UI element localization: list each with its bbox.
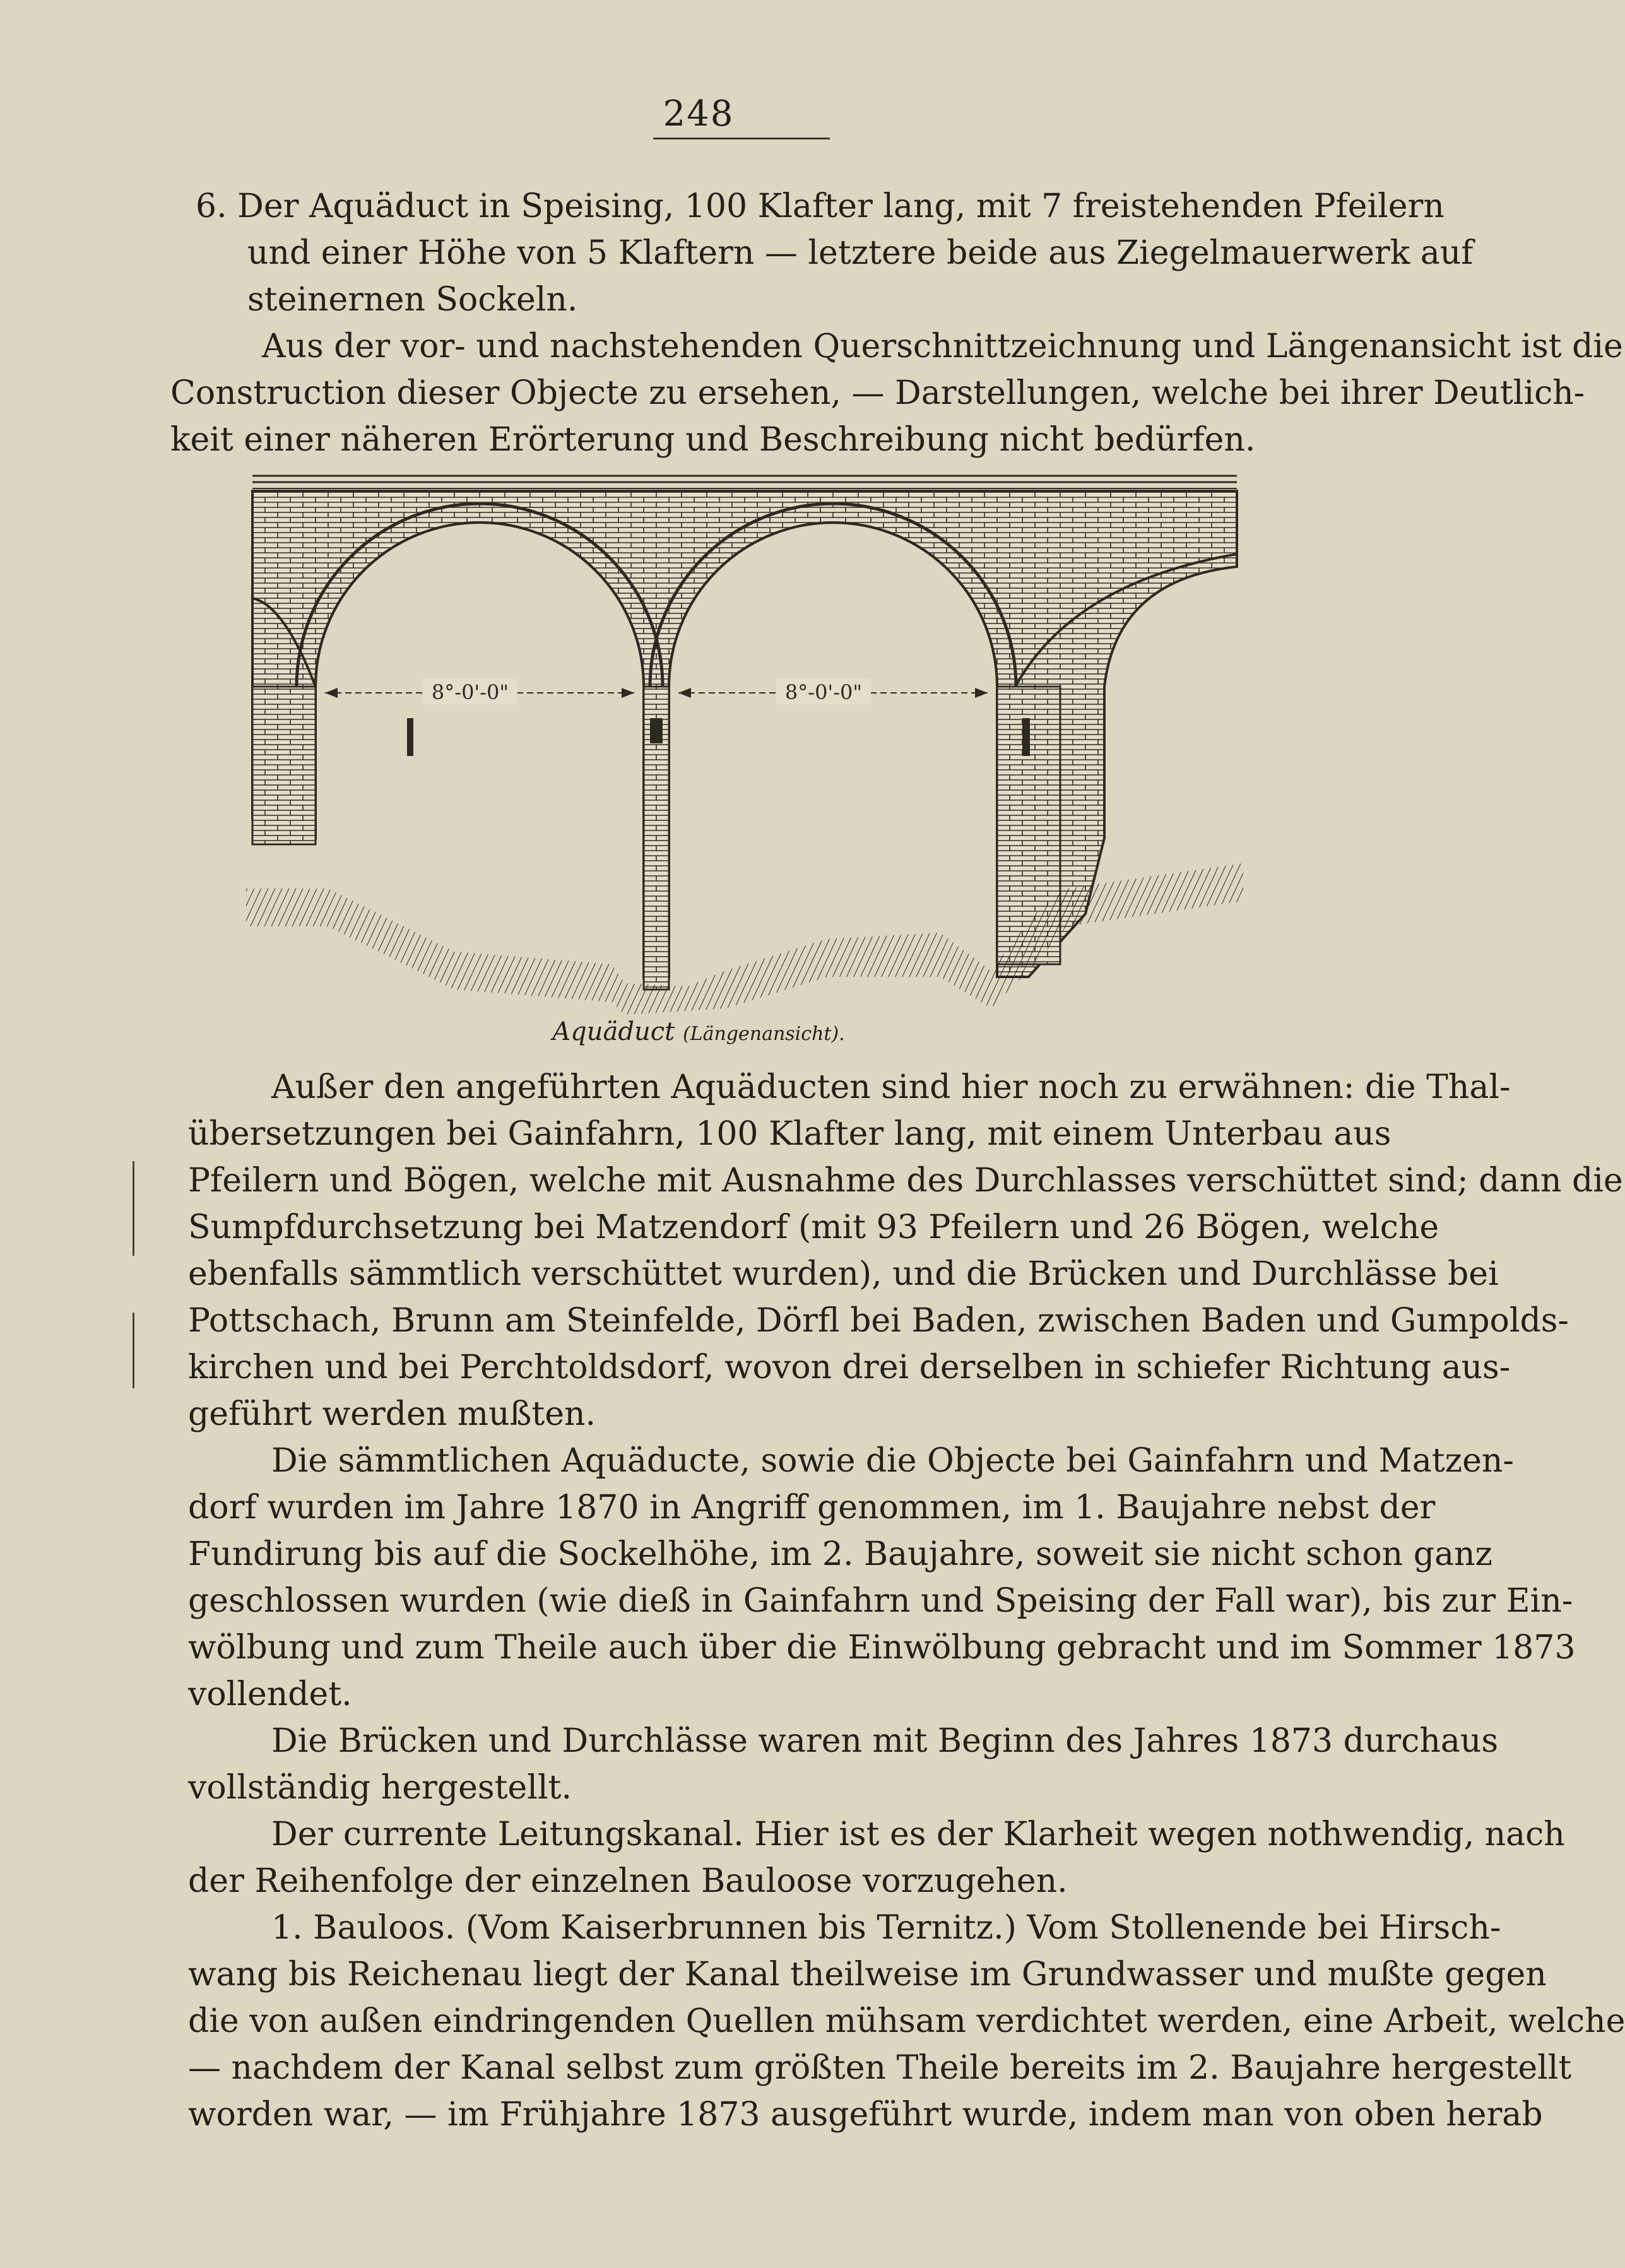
text-line: und einer Höhe von 5 Klaftern — letztere beide aus Ziegelmauerwerk auf [247,234,1474,272]
text-line: geführt werden mußten. [188,1395,596,1433]
text-line: der Reihenfolge der einzelnen Bauloose vorzugehen. [188,1862,1068,1900]
text-line: wölbung und zum Theile auch über die Einwölbung gebracht und im Sommer 1873 [188,1629,1576,1667]
text-line: wang bis Reichenau liegt der Kanal theilweise im Grundwasser und mußte gegen [188,1956,1547,1993]
text-line: die von außen eindringenden Quellen mühsam verdichtet werden, eine Arbeit, welche [188,2002,1625,2040]
margin-mark [133,1161,134,1256]
text-line: Der Aquäduct in Speising, 100 Klafter lang, mit 7 freistehenden Pfeilern [237,187,1445,225]
text-line: Der currente Leitungskanal. Hier ist es der Klarheit wegen nothwendig, nach [271,1816,1565,1853]
text-line: Außer den angeführten Aquäducten sind hier noch zu erwähnen: die Thal- [271,1068,1511,1106]
pier-joint [650,718,663,743]
text-line: — nachdem der Kanal selbst zum größten Theile bereits im 2. Baujahre hergestellt [188,2049,1572,2087]
dimension-label-right: 8°-0'-0" [784,680,863,704]
margin-mark [133,1313,134,1388]
caption-main: Aquäduct [552,1017,675,1046]
text-line: steinernen Sockeln. [247,281,578,319]
coping-lines [252,476,1237,488]
caption-sub: (Längenansicht). [682,1023,845,1045]
text-line: übersetzungen bei Gainfahrn, 100 Klafter lang, mit einem Unterbau aus [188,1115,1392,1153]
aqueduct-elevation-drawing [246,472,1243,1015]
ground-hatching [246,863,1243,1015]
dimension-left [325,679,634,704]
text-line: kirchen und bei Perchtoldsdorf, wovon drei derselben in schiefer Richtung aus- [188,1349,1511,1386]
paragraph-6 [170,183,1474,323]
text-line: dorf wurden im Jahre 1870 in Angriff genommen, im 1. Baujahre nebst der [188,1489,1436,1527]
dimension-right [678,679,988,704]
header-rule [653,138,830,139]
pier-left [252,687,316,844]
text-line: Die sämmtlichen Aquäducte, sowie die Objecte bei Gainfahrn und Matzen- [271,1442,1514,1480]
text-line: Pfeilern und Bögen, welche mit Ausnahme des Durchlasses verschüttet sind; dann die [188,1162,1623,1200]
text-line: geschlossen wurden (wie dieß in Gainfahrn und Speising der Fall war), bis zur Ein- [188,1582,1573,1620]
text-line: vollständig hergestellt. [188,1769,572,1807]
text-line: Fundirung bis auf die Sockelhöhe, im 2. Baujahre, soweit sie nicht schon ganz [188,1535,1492,1573]
text-line: worden war, — im Frühjahre 1873 ausgeführt wurde, indem man von oben herab [188,2096,1543,2134]
text-line: Sumpfdurchsetzung bei Matzendorf (mit 93 Pfeilern und 26 Bögen, welche [188,1208,1439,1246]
pier-joint [1022,718,1030,756]
text-line: 1. Bauloos. (Vom Kaiserbrunnen bis Ternitz.) Vom Stollenende bei Hirsch- [271,1909,1501,1947]
text-line: keit einer näheren Erörterung und Beschreibung nicht bedürfen. [170,421,1256,459]
text-line: Die Brücken und Durchlässe waren mit Beginn des Jahres 1873 durchaus [271,1722,1499,1760]
intro-paragraph [170,323,1623,463]
pier-joint [407,718,413,756]
body-text [170,1064,1625,2138]
text-line: Construction dieser Objecte zu ersehen, — Darstellungen, welche bei ihrer Deutlich- [170,374,1585,412]
text-line: Pottschach, Brunn am Steinfelde, Dörfl bei Baden, zwischen Baden und Gumpolds- [188,1302,1569,1340]
text-line: ebenfalls sämmtlich verschüttet wurden), und die Brücken und Durchlässe bei [188,1255,1499,1293]
figure-caption [0,1017,1397,1046]
text-line: vollendet. [188,1675,352,1713]
list-number: 6. [196,187,227,225]
dimension-label-left: 8°-0'-0" [431,680,509,704]
page-number: 248 [663,93,735,134]
text-line: Aus der vor- und nachstehenden Querschnittzeichnung und Längenansicht ist die [262,328,1623,365]
text-line [196,183,1445,230]
